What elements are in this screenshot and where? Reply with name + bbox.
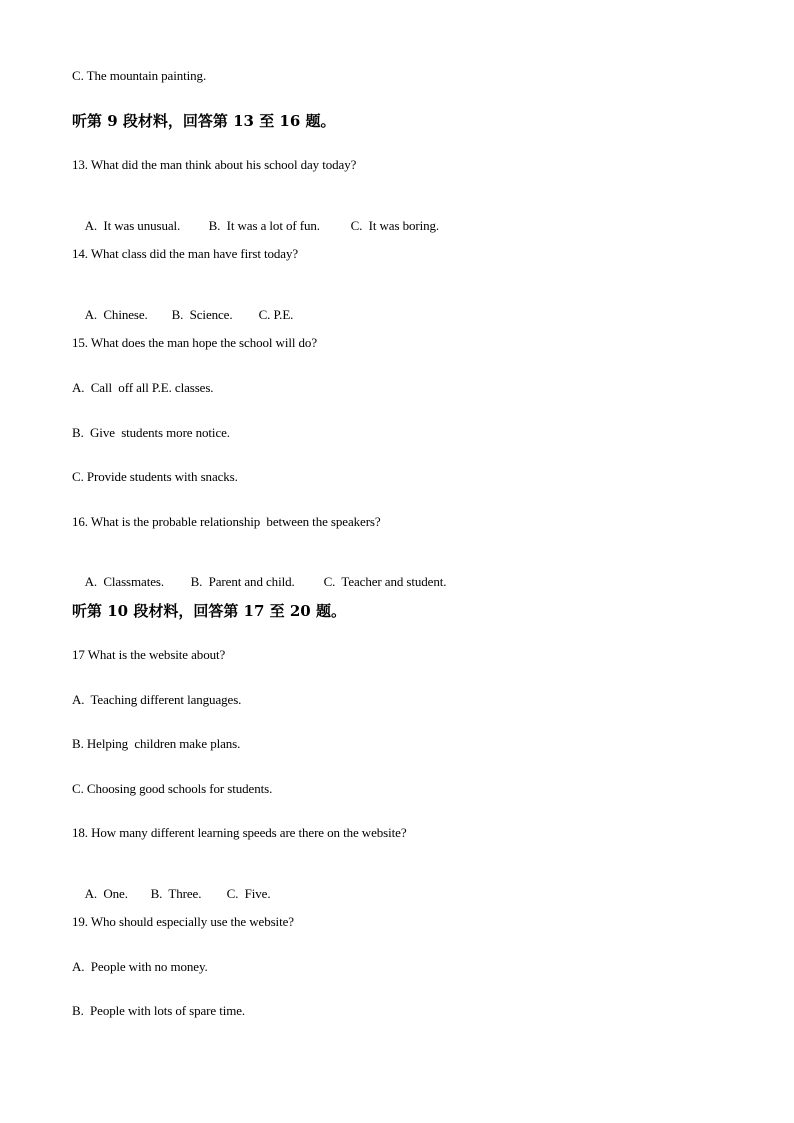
question-15-option-c: C. Provide students with snacks.: [72, 469, 238, 484]
question-17-option-b: B. Helping children make plans.: [72, 736, 241, 751]
question-18-option-b: B. Three.: [150, 886, 202, 901]
question-18-options: [72, 870, 271, 918]
question-13-option-a: A. It was unusual.: [84, 218, 181, 233]
question-15-option-b: B. Give students more notice.: [72, 425, 230, 440]
question-12-option-c: C. The mountain painting.: [72, 68, 207, 83]
question-17-option-a: A. Teaching different languages.: [72, 692, 242, 707]
question-16-option-a: A. Classmates.: [84, 574, 164, 589]
question-17: 17 What is the website about?: [72, 647, 226, 662]
question-15: 15. What does the man hope the school will do?: [72, 335, 317, 350]
question-13-option-b: B. It was a lot of fun.: [208, 218, 320, 233]
question-16-option-c: C. Teacher and student.: [323, 574, 447, 589]
question-13: 13. What did the man think about his school day today?: [72, 157, 357, 172]
question-14-options: [72, 291, 293, 339]
question-14-option-b: B. Science.: [171, 307, 233, 322]
question-15-option-a: A. Call off all P.E. classes.: [72, 380, 214, 395]
question-16-option-b: B. Parent and child.: [190, 574, 295, 589]
question-17-option-c: C. Choosing good schools for students.: [72, 781, 273, 796]
question-18-option-c: C. Five.: [226, 886, 271, 901]
section-9-heading: 听第 9 段材料，回答第 13 至 16 题。: [72, 112, 336, 130]
question-16: 16. What is the probable relationship between the speakers?: [72, 514, 381, 529]
question-13-option-c: C. It was boring.: [350, 218, 440, 233]
section-10-heading: 听第 10 段材料，回答第 17 至 20 题。: [72, 602, 346, 620]
question-14-option-c: C. P.E.: [258, 307, 294, 322]
question-16-options: [72, 558, 446, 606]
question-19-option-a: A. People with no money.: [72, 959, 208, 974]
question-14-option-a: A. Chinese.: [84, 307, 148, 322]
question-18-option-a: A. One.: [84, 886, 128, 901]
question-13-options: [72, 202, 439, 250]
question-18: 18. How many different learning speeds are there on the website?: [72, 825, 407, 840]
question-19: 19. Who should especially use the website?: [72, 914, 294, 929]
question-19-option-b: B. People with lots of spare time.: [72, 1003, 246, 1018]
question-14: 14. What class did the man have first today?: [72, 246, 299, 261]
